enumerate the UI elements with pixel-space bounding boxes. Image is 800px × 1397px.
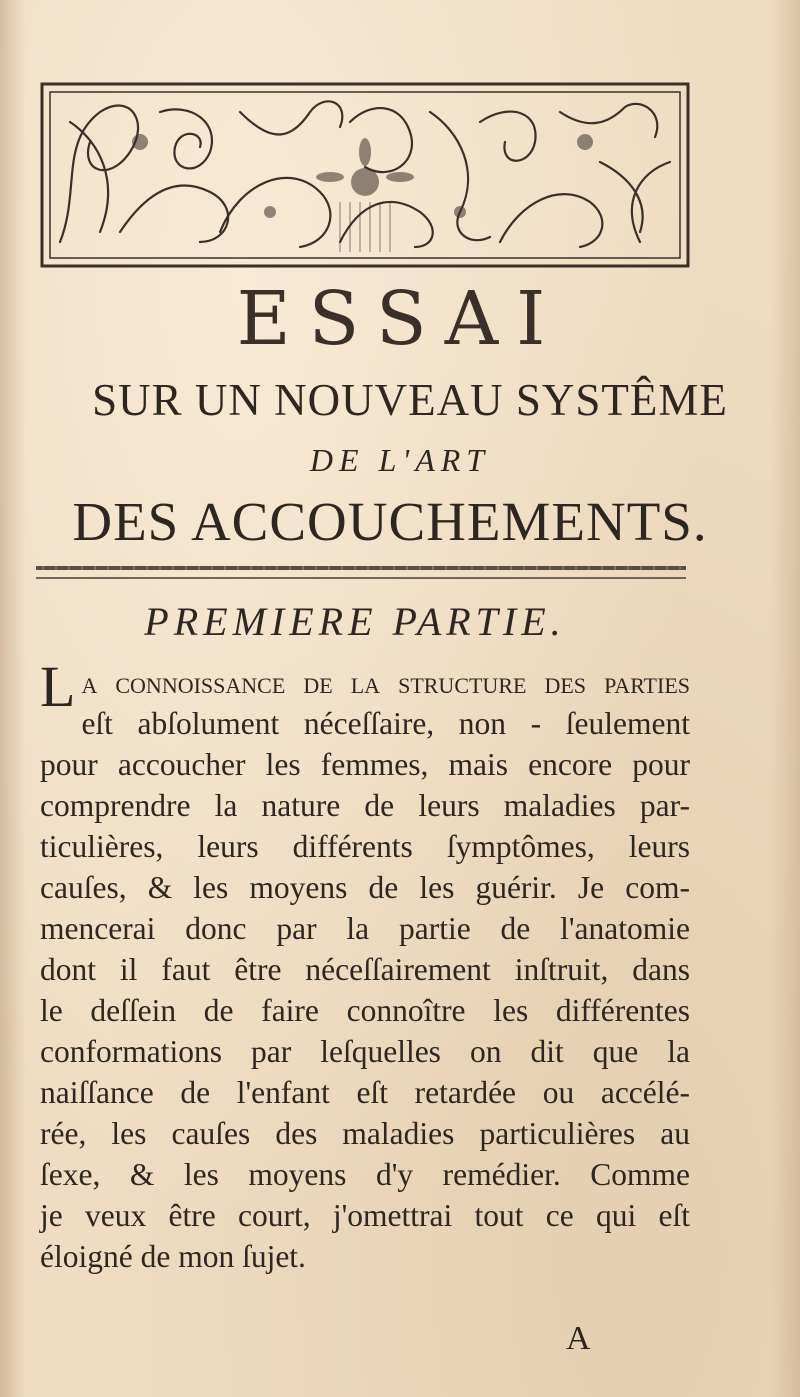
ornamental-rule-thick: [36, 566, 686, 570]
body-line: éloigné de mon ſujet.: [40, 1239, 306, 1274]
part-heading: PREMIERE PARTIE.: [144, 599, 566, 644]
title-essai: ESSAI: [236, 276, 564, 362]
body-first-line: a connoiſſance de la ſtructure des parties: [81, 665, 690, 700]
ornamental-headpiece: [40, 82, 690, 268]
body-line: rée, les cauſes des maladies particulières au: [40, 1116, 690, 1151]
body-line: je veux être court, j'omettrai tout ce qui eſt: [40, 1198, 690, 1233]
body-line: pour accoucher les femmes, mais encore pour: [40, 747, 690, 782]
signature-mark: A: [566, 1320, 591, 1357]
body-line: mencerai donc par la partie de l'anatomie: [40, 911, 690, 946]
body-line: le deſſein de faire connoître les différentes: [40, 993, 690, 1028]
body-line: eſt abſolument néceſſaire, non - ſeulement: [81, 706, 690, 741]
body-line: dont il faut être néceſſairement inſtruit, dans: [40, 952, 690, 987]
body-paragraph: [40, 654, 690, 1277]
body-line: comprendre la nature de leurs maladies par-: [40, 788, 690, 823]
title-de-l-art: DE L'ART: [309, 442, 491, 478]
body-line: cauſes, & les moyens de les guérir. Je com-: [40, 870, 690, 905]
drop-cap: L: [40, 654, 76, 719]
title-sur-un-nouveau-systeme: SUR UN NOUVEAU SYSTÊME: [92, 375, 728, 425]
body-line: ticulières, leurs différents ſymptômes, leurs: [40, 829, 690, 864]
body-line: conformations par leſquelles on dit que la: [40, 1034, 690, 1069]
body-line: naiſſance de l'enfant eſt retardée ou accélé-: [40, 1075, 690, 1110]
body-line: ſexe, & les moyens d'y remédier. Comme: [40, 1157, 690, 1192]
ornamental-rule-thin: [36, 577, 686, 579]
page-edge-shadow-right: [770, 0, 800, 1397]
page-edge-shadow: [0, 0, 26, 1397]
title-des-accouchements: DES ACCOUCHEMENTS.: [72, 491, 708, 552]
